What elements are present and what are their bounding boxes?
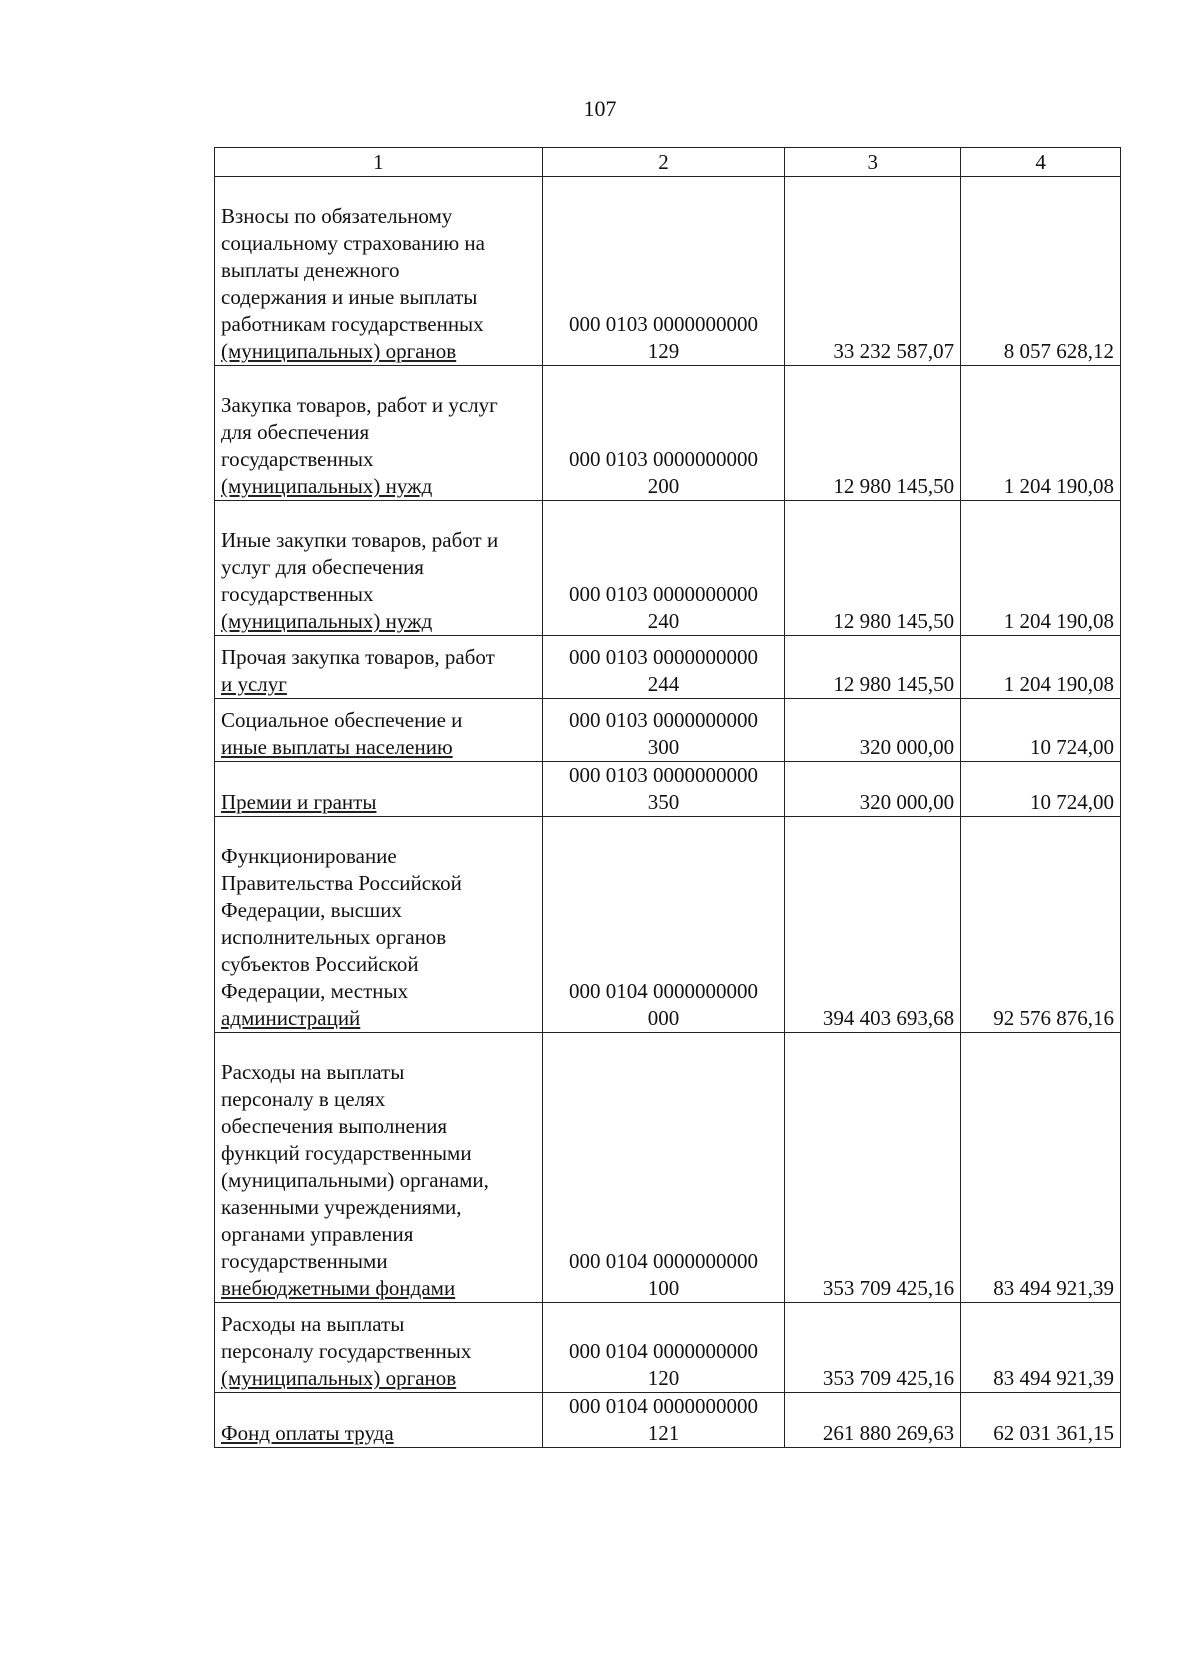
row-name-line: содержания и иные выплаты: [221, 285, 478, 309]
row-name-line: Иные закупки товаров, работ и: [221, 528, 499, 552]
column-header-3: 3: [785, 148, 961, 177]
row-name-line: государственными: [221, 1249, 388, 1273]
amount-col3-cell: 261 880 269,63: [785, 1393, 961, 1448]
row-name-line: функций государственными: [221, 1141, 472, 1165]
budget-code-line: 000 0104 0000000000: [569, 1339, 759, 1363]
row-name-line: (муниципальных) нужд: [221, 474, 433, 498]
amount-col3-cell: 394 403 693,68: [785, 817, 961, 1033]
row-name-line: Функционирование: [221, 844, 397, 868]
budget-code-line: 244: [647, 672, 680, 696]
amount-col4-cell: 1 204 190,08: [961, 636, 1121, 699]
row-name-cell: [215, 699, 543, 762]
budget-code-line: 000 0104 0000000000: [569, 1394, 759, 1418]
budget-code-line: 100: [647, 1276, 680, 1300]
row-name-line: и услуг: [221, 672, 287, 696]
row-name-cell: [215, 762, 543, 817]
row-name-line: Фонд оплаты труда: [221, 1421, 394, 1445]
amount-col4-cell: 8 057 628,12: [961, 177, 1121, 366]
budget-code-line: 000 0103 0000000000: [569, 312, 759, 336]
budget-code-line: 300: [647, 735, 680, 759]
budget-code-cell: [542, 501, 785, 636]
row-name-line: Взносы по обязательному: [221, 204, 453, 228]
row-name-cell: [215, 1033, 543, 1303]
row-name-line: Расходы на выплаты: [221, 1312, 405, 1336]
budget-code-cell: [542, 762, 785, 817]
amount-col3-cell: 353 709 425,16: [785, 1303, 961, 1393]
row-name-line: Федерации, местных: [221, 979, 409, 1003]
budget-code-cell: [542, 366, 785, 501]
row-name-line: администраций: [221, 1006, 361, 1030]
budget-code-cell: [542, 636, 785, 699]
row-name-line: обеспечения выполнения: [221, 1114, 448, 1138]
row-name-line: Правительства Российской: [221, 871, 462, 895]
amount-col3-cell: 12 980 145,50: [785, 501, 961, 636]
row-name-line: (муниципальных) нужд: [221, 609, 433, 633]
amount-col4-cell: 10 724,00: [961, 762, 1121, 817]
table-row: [215, 636, 1121, 699]
row-name-line: Прочая закупка товаров, работ: [221, 645, 495, 669]
amount-col3-cell: 320 000,00: [785, 699, 961, 762]
table-row: [215, 1033, 1121, 1303]
amount-col4-cell: 1 204 190,08: [961, 501, 1121, 636]
row-name-line: Премии и гранты: [221, 790, 377, 814]
row-name-line: выплаты денежного: [221, 258, 400, 282]
table-row: [215, 762, 1121, 817]
row-name-cell: [215, 1303, 543, 1393]
row-name-cell: [215, 501, 543, 636]
budget-code-cell: [542, 699, 785, 762]
table-row: [215, 501, 1121, 636]
budget-code-cell: [542, 1393, 785, 1448]
table-row: [215, 699, 1121, 762]
amount-col4-cell: 10 724,00: [961, 699, 1121, 762]
table-row: [215, 177, 1121, 366]
row-name-line: (муниципальными) органами,: [221, 1168, 489, 1192]
row-name-line: казенными учреждениями,: [221, 1195, 462, 1219]
column-header-4: 4: [961, 148, 1121, 177]
amount-col3-cell: 12 980 145,50: [785, 366, 961, 501]
amount-col4-cell: 1 204 190,08: [961, 366, 1121, 501]
table-row: [215, 817, 1121, 1033]
table-row: [215, 1303, 1121, 1393]
budget-code-cell: [542, 177, 785, 366]
amount-col4-cell: 83 494 921,39: [961, 1303, 1121, 1393]
row-name-cell: [215, 177, 543, 366]
budget-code-line: 000 0103 0000000000: [569, 582, 759, 606]
row-name-line: персоналу государственных: [221, 1339, 472, 1363]
budget-code-cell: [542, 1303, 785, 1393]
row-name-cell: [215, 817, 543, 1033]
row-name-line: Социальное обеспечение и: [221, 708, 463, 732]
budget-code-line: 200: [647, 474, 680, 498]
table-row: [215, 366, 1121, 501]
row-name-cell: [215, 636, 543, 699]
budget-code-line: 000 0103 0000000000: [569, 645, 759, 669]
row-name-line: государственных: [221, 447, 374, 471]
row-name-line: Расходы на выплаты: [221, 1060, 405, 1084]
row-name-line: государственных: [221, 582, 374, 606]
row-name-line: персоналу в целях: [221, 1087, 386, 1111]
column-header-1: 1: [215, 148, 543, 177]
amount-col3-cell: 33 232 587,07: [785, 177, 961, 366]
row-name-line: исполнительных органов: [221, 925, 447, 949]
row-name-cell: [215, 366, 543, 501]
row-name-line: для обеспечения: [221, 420, 370, 444]
budget-code-line: 000 0104 0000000000: [569, 979, 759, 1003]
table-body: [215, 177, 1121, 1448]
row-name-cell: [215, 1393, 543, 1448]
amount-col4-cell: 92 576 876,16: [961, 817, 1121, 1033]
budget-code-line: 120: [647, 1366, 680, 1390]
row-name-line: иные выплаты населению: [221, 735, 453, 759]
budget-code-cell: [542, 1033, 785, 1303]
row-name-line: работникам государственных: [221, 312, 484, 336]
budget-code-line: 000 0103 0000000000: [569, 708, 759, 732]
budget-table: [214, 147, 1121, 1448]
row-name-line: субъектов Российской: [221, 952, 419, 976]
budget-code-line: 000 0103 0000000000: [569, 447, 759, 471]
row-name-line: Закупка товаров, работ и услуг: [221, 393, 498, 417]
budget-code-cell: [542, 817, 785, 1033]
amount-col4-cell: 62 031 361,15: [961, 1393, 1121, 1448]
budget-code-line: 350: [647, 790, 680, 814]
budget-code-line: 000: [647, 1006, 680, 1030]
amount-col3-cell: 12 980 145,50: [785, 636, 961, 699]
budget-code-line: 000 0103 0000000000: [569, 763, 759, 787]
budget-code-line: 240: [647, 609, 680, 633]
budget-code-line: 129: [647, 339, 680, 363]
budget-code-line: 000 0104 0000000000: [569, 1249, 759, 1273]
row-name-line: внебюджетными фондами: [221, 1276, 456, 1300]
row-name-line: Федерации, высших: [221, 898, 402, 922]
amount-col3-cell: 320 000,00: [785, 762, 961, 817]
column-header-2: 2: [542, 148, 785, 177]
row-name-line: услуг для обеспечения: [221, 555, 424, 579]
amount-col4-cell: 83 494 921,39: [961, 1033, 1121, 1303]
table-row: [215, 1393, 1121, 1448]
row-name-line: социальному страхованию на: [221, 231, 485, 255]
row-name-line: органами управления: [221, 1222, 414, 1246]
page-number: 107: [583, 96, 617, 121]
row-name-line: (муниципальных) органов: [221, 339, 457, 363]
budget-code-line: 121: [647, 1421, 680, 1445]
amount-col3-cell: 353 709 425,16: [785, 1033, 961, 1303]
row-name-line: (муниципальных) органов: [221, 1366, 457, 1390]
table-header-row: [215, 148, 1121, 177]
